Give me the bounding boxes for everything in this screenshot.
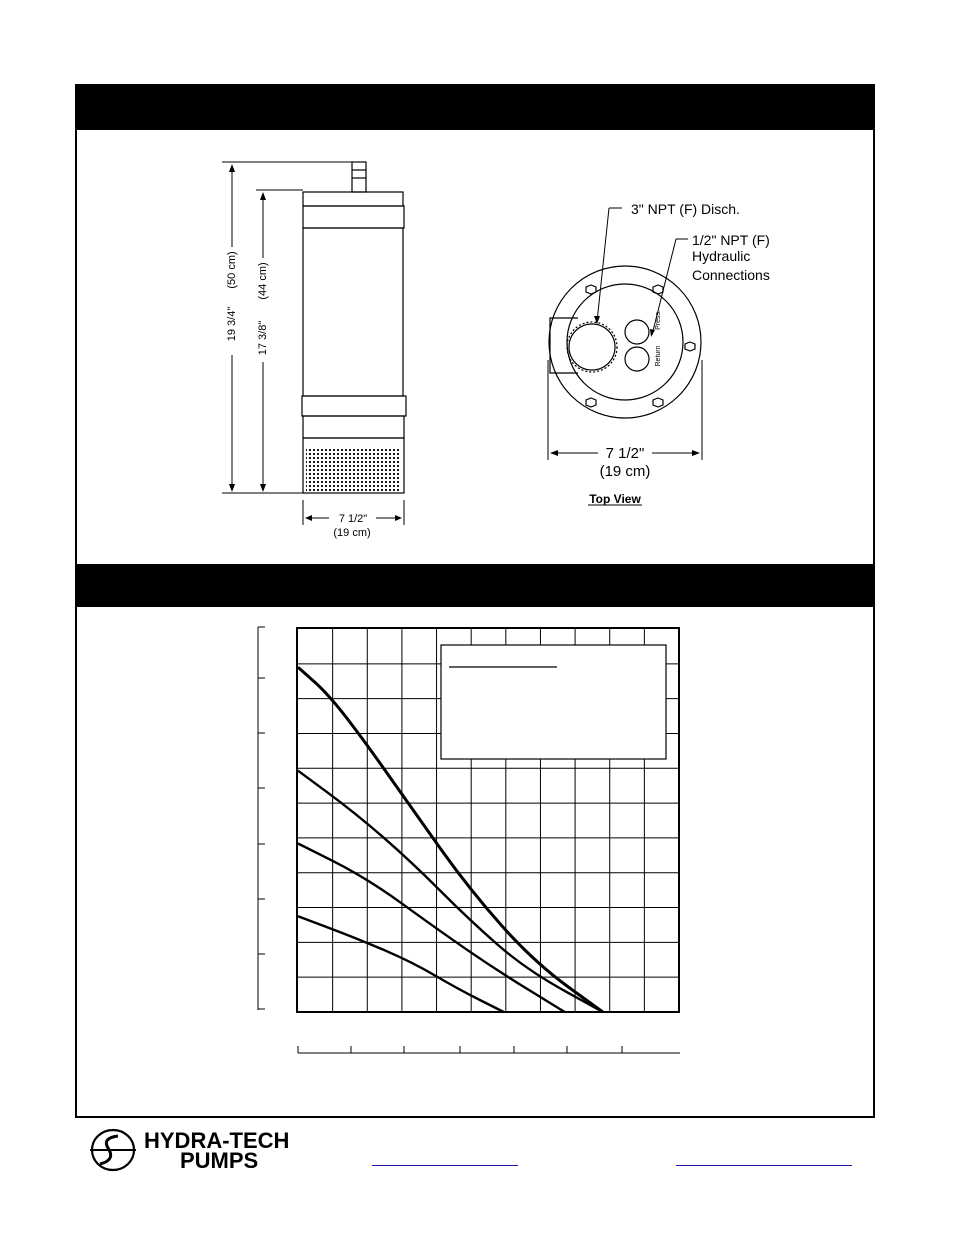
footer-link-left[interactable] (372, 1165, 518, 1166)
legend-box (441, 645, 666, 759)
footer-link-right[interactable] (676, 1165, 852, 1166)
width-side-label: 7 1/2" (338, 513, 368, 525)
logo-emblem-icon (90, 1130, 136, 1170)
width-top-metric: (19 cm) (599, 463, 651, 480)
height-overall-metric: (50 cm) (226, 251, 238, 289)
hydraulic-label-line1: 1/2" NPT (F) (692, 232, 770, 248)
hydraulic-label-line3: Connections (692, 267, 770, 283)
press-port-label: Press. (655, 310, 662, 330)
width-top-label: 7 1/2" (605, 445, 645, 462)
return-port-label: Return (655, 345, 662, 367)
top-view-caption: Top View (589, 492, 641, 506)
outer-x-ticks (298, 1046, 622, 1053)
height-body-label: 17 3/8" (257, 320, 269, 356)
logo-line2: PUMPS (180, 1148, 259, 1173)
height-overall-label: 19 3/4" (226, 306, 238, 342)
width-side-metric: (19 cm) (333, 527, 371, 539)
pump-curve-2 (298, 771, 603, 1012)
logo-line1: HYDRA-TECH (144, 1128, 290, 1153)
outer-y-ticks (258, 627, 265, 1009)
hydra-tech-logo (88, 1126, 298, 1176)
discharge-label: 3" NPT (F) Disch. (631, 201, 740, 217)
hydraulic-label-line2: Hydraulic (692, 248, 751, 264)
pump-curve-4 (298, 916, 504, 1012)
height-body-metric: (44 cm) (257, 262, 269, 300)
pump-curve-3 (298, 844, 565, 1013)
